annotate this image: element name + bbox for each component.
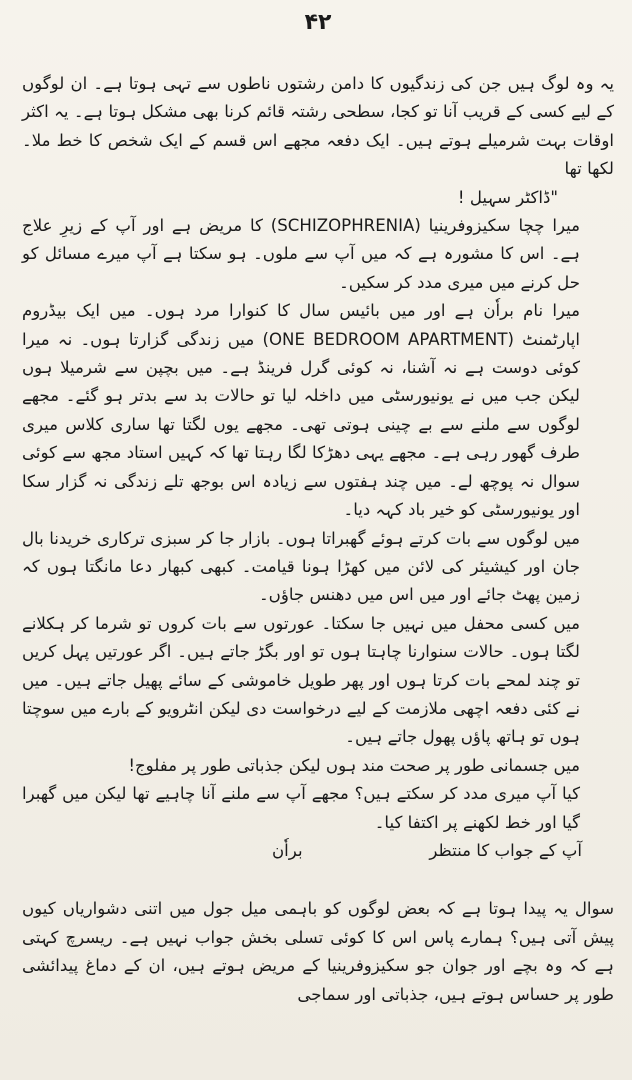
- letter-paragraph-6: کیا آپ میری مدد کر سکتے ہیں؟ مجھے آپ سے ملنے آنا چاہیے تھا لیکن میں گھبرا گیا اور خط لکھنے پر اکتفا کیا۔: [22, 784, 580, 832]
- paragraph-discussion: سوال یہ پیدا ہوتا ہے کہ بعض لوگوں کو باہمی میل جول میں اتنی دشواریاں کیوں پیش آتی ہیں؟ ہمارے پاس اس کا کوئی تسلی بخش جواب نہیں ہے۔ ریسرچ کہتی ہے کہ وہ بچے اور جوان جو سکیزوفرینیا کے مریض ہوتے ہیں، ان کے دماغ پیدائشی طور پر حساس ہوتے ہیں، جذباتی اور سماجی: [22, 899, 614, 1004]
- letter-paragraph-4: میں کسی محفل میں نہیں جا سکتا۔ عورتوں سے بات کروں تو شرما کر ہکلانے لگتا ہوں۔ حالات سنوارنا چاہتا ہوں تو اور بگڑ جاتے ہیں۔ اگر عورتیں پہل کریں تو چند لمحے بات کرتا ہوں اور پھر طویل خاموشی کے سائے پھیل جاتے ہیں۔ میں نے کئی دفعہ اچھی ملازمت کے لیے درخواست دی لیکن انٹرویو کے بارے میں سوچتا ہوں تو ہاتھ پاؤں پھول جاتے ہیں۔: [22, 613, 580, 747]
- letter-paragraph-3: میں لوگوں سے بات کرتے ہوئے گھبراتا ہوں۔ بازار جا کر سبزی ترکاری خریدنا بال جان اور کیشیئر کی لائن میں کھڑا ہونا قیامت۔ کبھی کبھار دعا مانگتا ہوں کہ زمین پھٹ جائے اور میں اس میں دھنس جاؤں۔: [22, 528, 580, 605]
- page-number: ۴۲: [304, 10, 332, 35]
- letter-paragraph-1: میرا چچا سکیزوفرینیا (SCHIZOPHRENIA) کا مریض ہے اور آپ کے زیرِ علاج ہے۔ اس کا مشورہ ہے کہ میں آپ سے ملوں۔ ہو سکتا ہے آپ میرے مسائل کو حل کرنے میں میری مدد کر سکیں۔: [22, 216, 580, 292]
- letter-sign-off: [22, 837, 614, 865]
- page-body: [22, 70, 614, 1009]
- letter-paragraph-5: میں جسمانی طور پر صحت مند ہوں لیکن جذباتی طور پر مفلوج!: [128, 755, 580, 775]
- letter-closing: آپ کے جواب کا منتظر: [429, 840, 582, 860]
- letter-salutation: "ڈاکٹر سہیل !: [457, 187, 558, 207]
- letter-paragraph-2: میرا نام براٗن ہے اور میں بائیس سال کا کنوارا مرد ہوں۔ میں ایک بیڈروم اپارٹمنٹ (ONE BEDROOM APARTMENT) میں زندگی گزارتا ہوں۔ نہ میرا کوئی دوست ہے نہ آشنا، نہ کوئی گرل فرینڈ ہے۔ میں بچپن سے شرمیلا ہوں لیکن جب میں نے یونیورسٹی میں داخلہ لیا تو حالات بد سے بدتر ہو گئے۔ مجھے لوگوں سے ملنے سے بے چینی ہوتی تھی۔ مجھے یوں لگتا تھا ساری کلاس میری طرف گھور رہی ہے۔ مجھے یہی دھڑکا لگا رہتا تھا کہ کہیں استاد مجھ سے کوئی سوال نہ پوچھ لے۔ میں چند ہفتوں سے زیادہ اس بوجھ تلے زندگی نہ گزار سکا اور یونیورسٹی کو خیر باد کہہ دیا۔: [22, 301, 580, 520]
- paragraph-intro: یہ وہ لوگ ہیں جن کی زندگیوں کا دامن رشتوں ناطوں سے تہی ہوتا ہے۔ ان لوگوں کے لیے کسی کے قریب آنا تو کجا، سطحی رشتہ قائم کرنا بھی مشکل ہوتا ہے۔ یہ اکثر اوقات بہت شرمیلے ہوتے ہیں۔ ایک دفعہ مجھے اس قسم کے ایک شخص کا خط ملا۔ لکھا تھا: [22, 74, 614, 179]
- letter-signature: براٗن: [272, 840, 303, 860]
- section-gap: [22, 865, 614, 895]
